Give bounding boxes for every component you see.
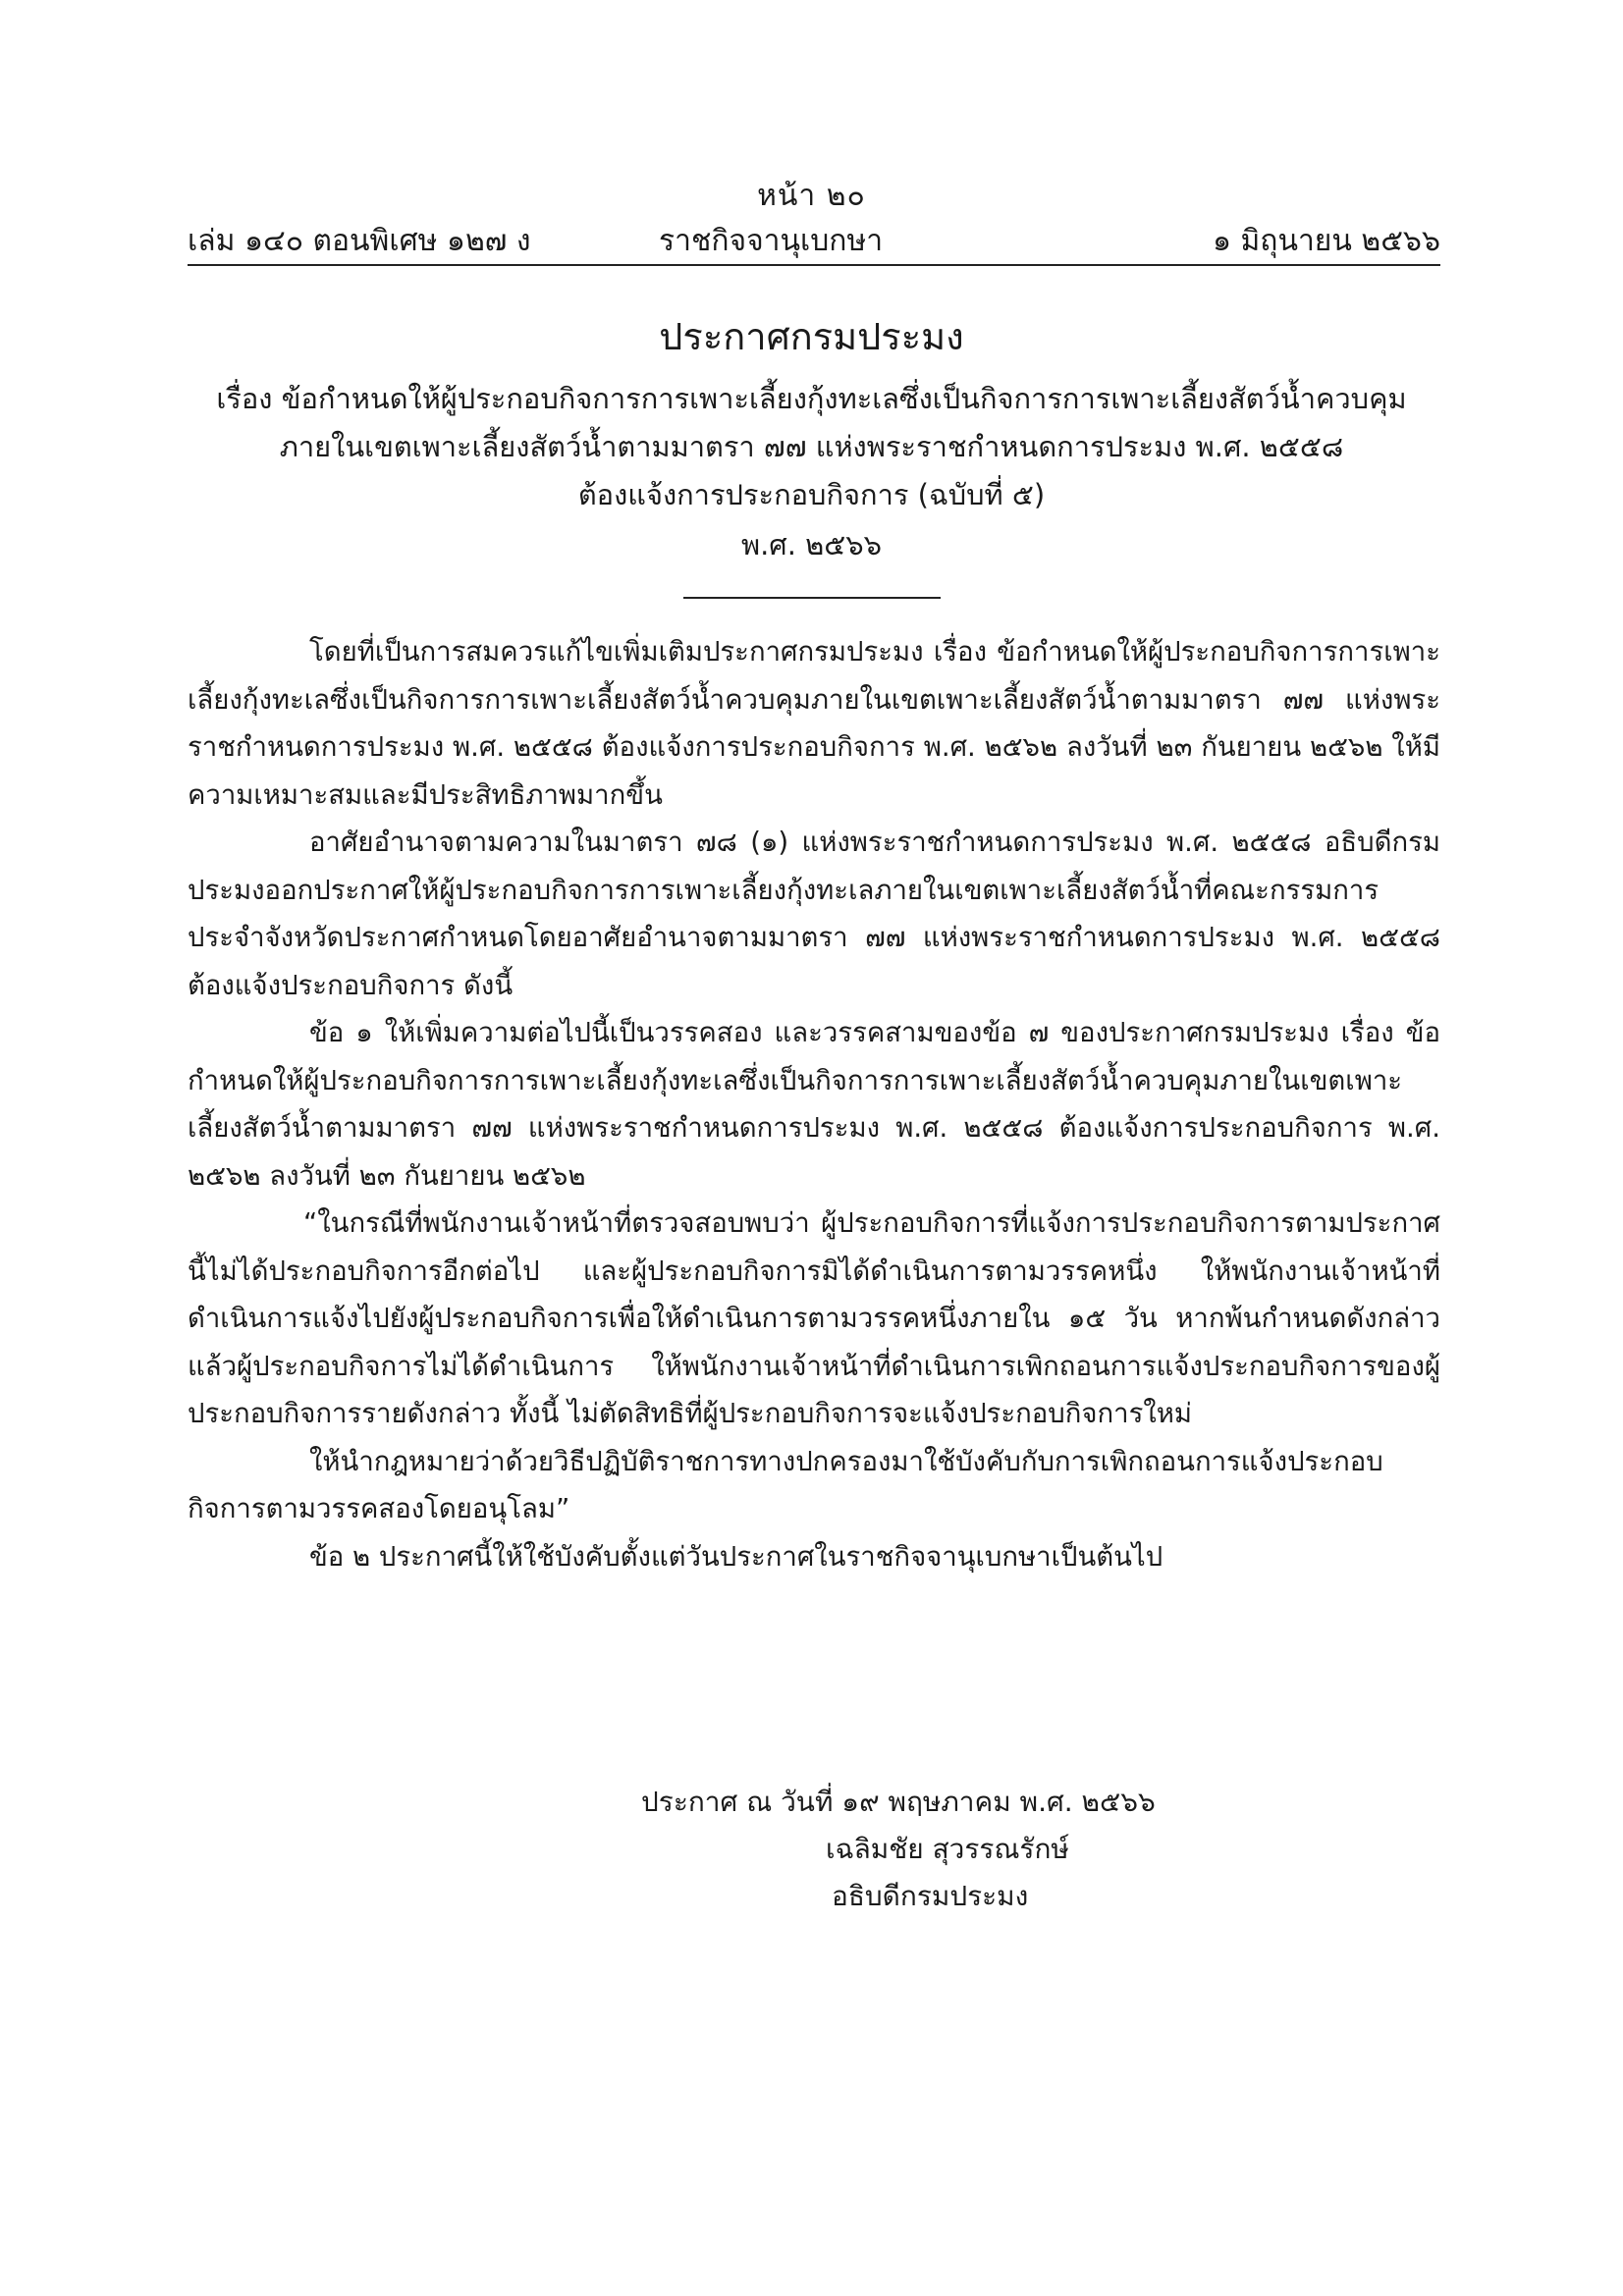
signature-block <box>641 1779 1270 1920</box>
announcement-year: พ.ศ. ๒๕๖๖ <box>740 528 883 561</box>
gazette-header <box>188 218 1440 259</box>
page-number: หน้า ๒๐ <box>757 179 866 213</box>
announcement-title-block <box>177 312 1446 599</box>
header-divider <box>188 264 1440 266</box>
quoted-paragraph-3: ให้นำกฎหมายว่าด้วยวิธีปฏิบัติราชการทางปกครองมาใช้บังคับกับการเพิกถอนการแจ้งประกอบกิจการตามวรรคสองโดยอนุโลม” <box>188 1445 1383 1524</box>
subject-line: ต้องแจ้งการประกอบกิจการ (ฉบับที่ ๕) <box>577 478 1046 511</box>
signatory-position: อธิบดีกรมประมง <box>832 1880 1029 1912</box>
subject-line: ภายในเขตเพาะเลี้ยงสัตว์น้ำตามมาตรา ๗๗ แห่งพระราชกำหนดการประมง พ.ศ. ๒๕๕๘ <box>279 430 1344 463</box>
gazette-name: ราชกิจจานุเบกษา <box>659 224 884 258</box>
publication-date: ๑ มิถุนายน ๒๕๖๖ <box>1212 224 1440 258</box>
preamble-paragraph: โดยที่เป็นการสมควรแก้ไขเพิ่มเติมประกาศกรมประมง เรื่อง ข้อกำหนดให้ผู้ประกอบกิจการการเพาะเลี้ยงกุ้งทะเลซึ่งเป็นกิจการการเพาะเลี้ยงสัตว์น้ำควบคุมภายในเขตเพาะเลี้ยงสัตว์น้ำตามมาตรา ๗๗ แห่งพระราชกำหนดการประมง พ.ศ. ๒๕๕๘ ต้องแจ้งการประกอบกิจการ พ.ศ. ๒๕๖๒ ลงวันที่ ๒๓ กันยายน ๒๕๖๒ ให้มีความเหมาะสมและมีประสิทธิภาพมากขึ้น <box>188 636 1440 811</box>
subject-line: เรื่อง ข้อกำหนดให้ผู้ประกอบกิจการการเพาะเลี้ยงกุ้งทะเลซึ่งเป็นกิจการการเพาะเลี้ยงสัตว์น้ำควบคุม <box>216 382 1407 415</box>
signatory-name: เฉลิมชัย สุวรรณรักษ์ <box>826 1833 1069 1865</box>
title-divider <box>683 597 941 599</box>
issue-reference: เล่ม ๑๔๐ ตอนพิเศษ ๑๒๗ ง <box>188 224 531 258</box>
announcement-body <box>188 628 1440 1580</box>
clause-2-paragraph: ข้อ ๒ ประกาศนี้ให้ใช้บังคับตั้งแต่วันประกาศในราชกิจจานุเบกษาเป็นต้นไป <box>309 1540 1163 1573</box>
quoted-paragraph-2: “ในกรณีที่พนักงานเจ้าหน้าที่ตรวจสอบพบว่า ผู้ประกอบกิจการที่แจ้งการประกอบกิจการตามประกาศนี้ไม่ได้ประกอบกิจการอีกต่อไป และผู้ประกอบกิจการมิได้ดำเนินการตามวรรคหนึ่ง ให้พนักงานเจ้าหน้าที่ดำเนินการแจ้งไปยังผู้ประกอบกิจการเพื่อให้ดำเนินการตามวรรคหนึ่งภายใน ๑๕ วัน หากพ้นกำหนดดังกล่าวแล้วผู้ประกอบกิจการไม่ได้ดำเนินการ ให้พนักงานเจ้าหน้าที่ดำเนินการเพิกถอนการแจ้งประกอบกิจการของผู้ประกอบกิจการรายดังกล่าว ทั้งนี้ ไม่ตัดสิทธิที่ผู้ประกอบกิจการจะแจ้งประกอบกิจการใหม่ <box>188 1207 1440 1429</box>
authority-paragraph: อาศัยอำนาจตามความในมาตรา ๗๘ (๑) แห่งพระราชกำหนดการประมง พ.ศ. ๒๕๕๘ อธิบดีกรมประมงออกประกาศให้ผู้ประกอบกิจการการเพาะเลี้ยงกุ้งทะเลภายในเขตเพาะเลี้ยงสัตว์น้ำที่คณะกรรมการประจำจังหวัดประกาศกำหนดโดยอาศัยอำนาจตามมาตรา ๗๗ แห่งพระราชกำหนดการประมง พ.ศ. ๒๕๕๘ ต้องแจ้งประกอบกิจการ ดังนี้ <box>188 827 1440 1001</box>
clause-1-paragraph: ข้อ ๑ ให้เพิ่มความต่อไปนี้เป็นวรรคสอง และวรรคสามของข้อ ๗ ของประกาศกรมประมง เรื่อง ข้อกำหนดให้ผู้ประกอบกิจการการเพาะเลี้ยงกุ้งทะเลซึ่งเป็นกิจการการเพาะเลี้ยงสัตว์น้ำควบคุมภายในเขตเพาะเลี้ยงสัตว์น้ำตามมาตรา ๗๗ แห่งพระราชกำหนดการประมง พ.ศ. ๒๕๕๘ ต้องแจ้งการประกอบกิจการ พ.ศ. ๒๕๖๒ ลงวันที่ ๒๓ กันยายน ๒๕๖๒ <box>188 1017 1440 1192</box>
announcement-date: ประกาศ ณ วันที่ ๑๙ พฤษภาคม พ.ศ. ๒๕๖๖ <box>641 1786 1156 1818</box>
announcement-title: ประกาศกรมประมง <box>659 315 964 358</box>
